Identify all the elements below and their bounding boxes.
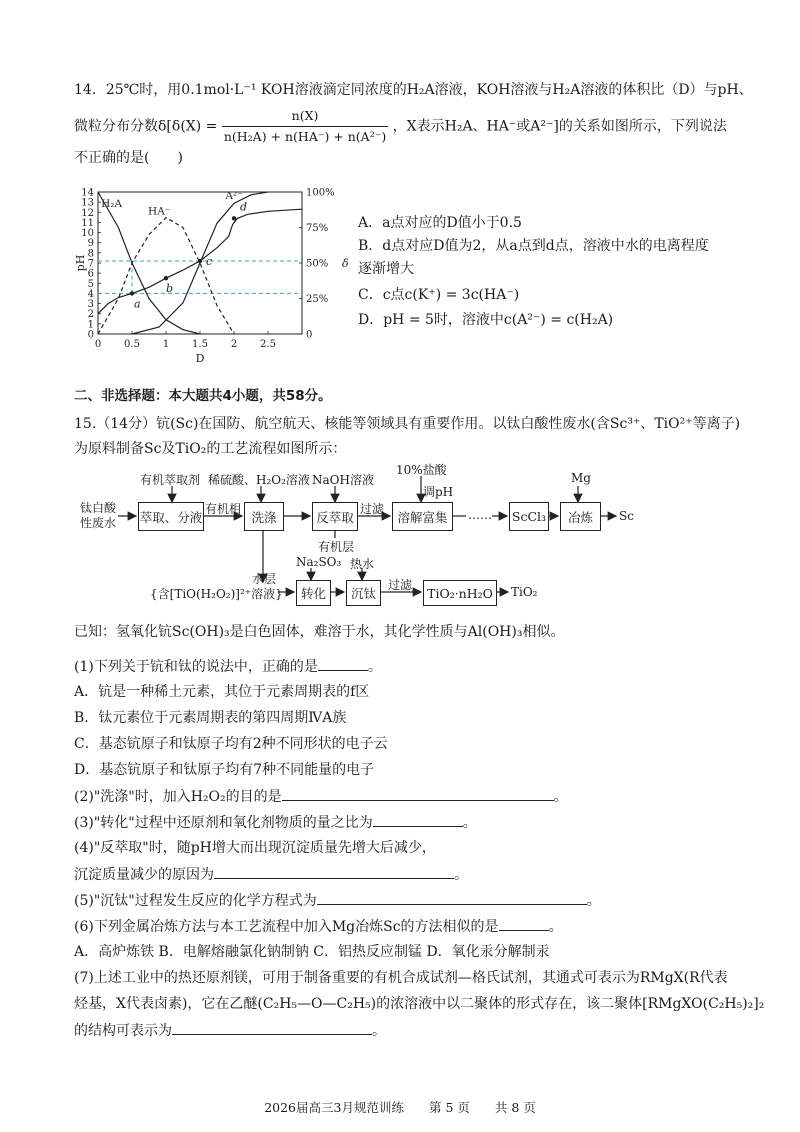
x-tick-label: 0 — [94, 339, 102, 350]
q15-p5 — [74, 890, 601, 911]
flow-label-organic-layer: 有机层 — [318, 540, 355, 554]
q15-p1-end: 。 — [367, 659, 382, 675]
q15-p5-end: 。 — [586, 893, 601, 909]
y-tick-label-left: 2 — [87, 309, 94, 321]
q14-option-a: A．a点对应的D值小于0.5 — [358, 215, 522, 231]
q14-option-c: C．c点c(K⁺) = 3c(HA⁻) — [358, 287, 520, 303]
flow-label-ti-solution: {含[TiO(H₂O₂)]²⁺溶液} — [150, 587, 283, 601]
y-tick-label-left: 4 — [87, 288, 94, 300]
q15-p4a: (4)"反萃取"时，随pH增大而出现沉淀质量先增大后减少， — [74, 840, 436, 856]
x-tick-label: 1.5 — [192, 339, 208, 350]
point-label: d — [240, 200, 248, 214]
flow-box-smelting: 冶炼 — [560, 502, 601, 531]
q15-p7c — [74, 1020, 386, 1041]
q15-p6-end: 。 — [548, 919, 563, 935]
q15-line2: 为原料制备Sc及TiO₂的工艺流程如图所示： — [74, 441, 347, 457]
flow-label-organic-phase: 有机相 — [205, 502, 242, 516]
y-tick-label-left: 3 — [87, 299, 94, 311]
flow-box-conversion: 转化 — [296, 580, 331, 606]
y-tick-label-left: 7 — [87, 258, 94, 270]
section-title: 二、非选择题：本大题共4小题，共58分。 — [74, 388, 332, 404]
q15-p4-end: 。 — [454, 867, 468, 883]
answer-blank-2[interactable] — [282, 786, 554, 801]
x-tick-label: 1 — [162, 339, 170, 350]
x-tick-label: 2.5 — [260, 339, 276, 350]
q15-p6-text: (6)下列金属冶炼方法与本工艺流程中加入Mg冶炼Sc的方法相似的是 — [74, 919, 499, 935]
fraction-numerator: n(X) — [222, 106, 388, 127]
flow-box-dissolve: 溶解富集 — [392, 502, 453, 531]
y-tick-label-left: 5 — [87, 278, 94, 290]
flow-box-extraction: 萃取、分液 — [138, 502, 204, 531]
answer-blank-6[interactable] — [499, 916, 549, 931]
y-tick-label-left: 14 — [81, 187, 94, 199]
flow-reagent-hcl: 10%盐酸 — [396, 463, 447, 477]
flow-box-precipitate-ti: 沉钛 — [346, 580, 381, 606]
flow-reagent-acid-peroxide: 稀硫酸、H₂O₂溶液 — [208, 473, 310, 487]
flow-label-water-layer: 水层 — [252, 572, 277, 586]
y-tick-label-right: 75% — [306, 223, 329, 234]
flow-reagent-mg: Mg — [571, 471, 591, 485]
q14-option-d: D．pH = 5时，溶液中c(A²⁻) = c(H₂A) — [358, 312, 614, 328]
y-tick-label-left: 0 — [87, 329, 94, 341]
x-tick-label: 2 — [230, 339, 238, 350]
flow-reagent-hot-water: 热水 — [350, 557, 375, 571]
flow-label-filter1: 过滤 — [360, 502, 385, 516]
flow-reagent-naoh: NaOH溶液 — [312, 473, 374, 487]
fraction-denominator: n(H₂A) + n(HA⁻) + n(A²⁻) — [223, 129, 387, 144]
series-label-ha: HA⁻ — [148, 205, 171, 218]
y-tick-label-left: 1 — [87, 319, 94, 331]
q15-p1 — [74, 656, 382, 677]
q15-line1: 15.（14分）钪(Sc)在国防、航空航天、核能等领域具有重要作用。以钛白酸性废水(含Sc³⁺、TiO²⁺等离子) — [74, 416, 741, 432]
q15-p1-text: (1)下列关于钪和钛的说法中，正确的是 — [74, 659, 318, 675]
flow-box-back-extraction: 反萃取 — [312, 502, 358, 531]
q15-p7a: (7)上述工业中的热还原剂镁，可用于制备重要的有机合成试剂—格氏试剂，其通式可表示为RMgX(R代表 — [74, 970, 728, 986]
y-axis-label-left: pH — [74, 254, 87, 272]
point-label: a — [134, 297, 141, 311]
q15-p7-end: 。 — [372, 1023, 386, 1039]
q15-p4b-text: 沉淀质量减少的原因为 — [74, 867, 214, 883]
q14-line1: 14．25℃时，用0.1mol·L⁻¹ KOH溶液滴定同浓度的H₂A溶液，KOH溶液与H₂A溶液的体积比（D）与pH、 — [74, 82, 753, 98]
answer-blank-4[interactable] — [214, 864, 454, 879]
y-tick-label-left: 12 — [81, 207, 94, 219]
y-tick-label-left: 11 — [81, 217, 94, 229]
flow-reagent-ph: 调pH — [423, 485, 454, 499]
y-axis-label-right: δ — [342, 257, 349, 270]
q15-p2 — [74, 786, 568, 807]
y-tick-label-left: 8 — [87, 248, 94, 260]
q15-p3-end: 。 — [462, 815, 477, 831]
flow-input-line2: 性废水 — [80, 516, 117, 530]
answer-blank-7[interactable] — [172, 1020, 372, 1035]
q15-p7c-text: 的结构可表示为 — [74, 1023, 172, 1039]
q15-p6-options: A．高炉炼铁 B．电解熔融氯化钠制钠 C．铝热反应制锰 D．氧化汞分解制汞 — [74, 944, 550, 960]
point-label: c — [206, 254, 213, 268]
q15-p3-text: (3)"转化"过程中还原剂和氧化剂物质的量之比为 — [74, 815, 373, 831]
answer-blank-5[interactable] — [317, 890, 587, 905]
q15-p1-option-b: B．钛元素位于元素周期表的第四周期ⅣA族 — [74, 710, 347, 726]
x-axis-label: D — [195, 352, 205, 365]
q14-line2-post: ，X表示H₂A、HA⁻或A²⁻]的关系如图所示，下列说法 — [392, 118, 727, 135]
q15-known: 已知：氢氧化钪Sc(OH)₃是白色固体，难溶于水，其化学性质与Al(OH)₃相似。 — [74, 624, 565, 640]
flow-box-washing: 洗涤 — [244, 502, 284, 531]
q15-p2-text: (2)"洗涤"时，加入H₂O₂的目的是 — [74, 789, 282, 805]
flow-box-sccl3: ScCl₃ — [509, 502, 549, 531]
q15-p3 — [74, 812, 477, 833]
y-tick-label-left: 10 — [81, 228, 94, 240]
flow-dots: …… — [468, 508, 492, 522]
q14-line2-pre: 微粒分布分数δ[δ(X) = — [74, 118, 218, 135]
x-tick-label: 0.5 — [124, 339, 140, 350]
series-label-a2: A²⁻ — [225, 190, 243, 203]
point-label: b — [166, 282, 174, 296]
q14-option-b2: 逐渐增大 — [358, 261, 414, 277]
y-tick-label-right: 25% — [306, 294, 329, 305]
flow-box-tio2-hydrate: TiO₂·nH₂O — [423, 580, 497, 606]
flow-label-filter2: 过滤 — [388, 578, 413, 592]
y-tick-label-left: 9 — [87, 238, 94, 250]
flow-reagent-extractant: 有机萃取剂 — [140, 473, 201, 487]
q15-p2-end: 。 — [553, 789, 568, 805]
flow-reagent-na2so3: Na₂SO₃ — [296, 555, 342, 569]
q15-p1-option-d: D．基态钪原子和钛原子均有7种不同能量的电子 — [74, 762, 375, 778]
y-tick-label-left: 13 — [81, 197, 94, 209]
y-tick-label-right: 50% — [306, 258, 329, 270]
answer-blank-3[interactable] — [373, 812, 463, 827]
q15-p7b: 烃基，X代表卤素)，它在乙醚(C₂H₅—O—C₂H₅)的浓溶液中以二聚体的形式存在，该二聚体[RMgXO(C₂H₅)₂]₂ — [74, 996, 765, 1012]
flow-input-line1: 钛白酸 — [80, 501, 117, 515]
y-tick-label-right: 100% — [306, 187, 335, 199]
y-tick-label-left: 6 — [87, 268, 94, 280]
flow-output-sc: Sc — [619, 509, 634, 523]
q15-p1-option-a: A．钪是一种稀土元素，其位于元素周期表的f区 — [74, 684, 370, 700]
series-label-h2a: H₂A — [101, 198, 123, 211]
q15-p6 — [74, 916, 563, 937]
page-footer: 2026届高三3月规范训练 第 5 页 共 8 页 — [264, 1100, 536, 1115]
q14-line3: 不正确的是( ) — [74, 150, 183, 166]
q15-p4b — [74, 864, 468, 885]
y-tick-label-right: 0 — [306, 329, 313, 341]
answer-blank-1[interactable] — [318, 656, 368, 671]
q15-p1-option-c: C．基态钪原子和钛原子均有2种不同形状的电子云 — [74, 736, 388, 752]
q14-option-b1: B．d点对应D值为2，从a点到d点，溶液中水的电离程度 — [358, 238, 709, 254]
q15-p5-text: (5)"沉钛"过程发生反应的化学方程式为 — [74, 893, 317, 909]
flow-output-tio2: TiO₂ — [511, 585, 538, 599]
